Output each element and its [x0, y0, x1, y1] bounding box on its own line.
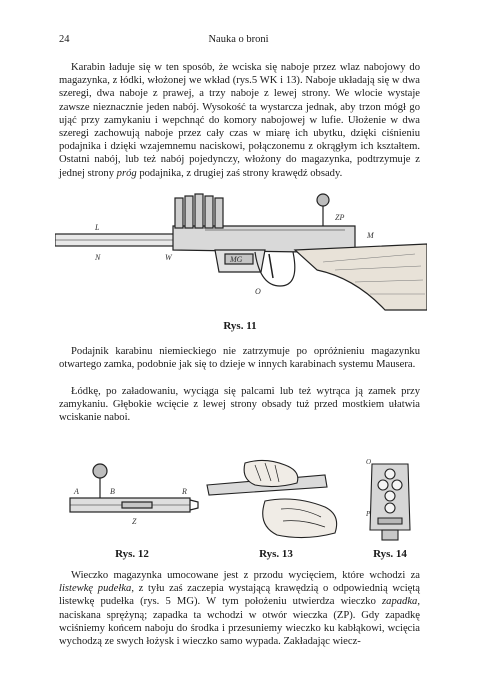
- paragraph-feeder-text: Podajnik karabinu niemieckiego nie zatrzymuje po opróżnieniu magazynku otwartego zamka, podobnie jak się to dzieje w innych karabinach systemu Mausera.: [59, 346, 420, 371]
- fig11-label-m: M: [367, 231, 374, 240]
- page-number: 24: [59, 34, 70, 45]
- fig14-label-p: P: [366, 510, 371, 518]
- bolt-drawing: [62, 462, 202, 540]
- fig12-label-r: R: [182, 487, 187, 496]
- paragraph-magazine-cover-text: Wieczko magazynka umocowane jest z przodu wycięciem, które wchodzi za listewkę pudełka, z tyłu zaś zaczepia wystającą krawędzią o odpowiednią wciętą listewkę pudełka (rys. 5 MG). W tym położeniu utwierdza wieczko zapadka, naciskana sprężyną; zapadka ta wchodzi w otwór wieczka (ZP). Gdy zapadkę wciśniemy końcem naboju do środka i przesuniemy wieczko ku kabłąkowi, wcięcia wychodzą ze swych łożysk i wieczko samo wypada. Zakładając wiecz-: [59, 570, 420, 648]
- figure-rys-13: [205, 455, 345, 543]
- running-head: [59, 34, 418, 48]
- fig12-label-a: A: [74, 487, 79, 496]
- fig11-label-n: N: [95, 253, 101, 262]
- figure-rys-14: [366, 458, 414, 544]
- fig12-label-b: B: [110, 487, 115, 496]
- fig11-label-l: L: [95, 223, 100, 232]
- running-title: Nauka o broni: [208, 34, 269, 45]
- fig11-label-o: O: [255, 287, 261, 296]
- fig11-label-w: W: [165, 253, 172, 262]
- fig12-label-z: Z: [132, 517, 137, 526]
- paragraph-clip: [59, 385, 420, 425]
- caption-rys-13: Rys. 13: [259, 548, 293, 560]
- paragraph-loading: [59, 61, 420, 180]
- paragraph-feeder: [59, 345, 420, 371]
- figure-rys-12: [62, 462, 202, 540]
- paragraph-clip-text: Łódkę, po załadowaniu, wyciąga się palcami lub też wytrąca ją zamek przy zamykaniu. Głębokie wcięcie z lewej strony obsady tuż przed mostkiem ułatwia wciskanie naboi.: [59, 386, 420, 424]
- caption-rys-11: Rys. 11: [223, 320, 257, 332]
- loading-hand-drawing: [205, 455, 345, 543]
- caption-rys-14: Rys. 14: [373, 548, 407, 560]
- figure-rys-11: [55, 190, 427, 312]
- caption-rys-12: Rys. 12: [115, 548, 149, 560]
- magazine-section-drawing: [366, 458, 414, 544]
- paragraph-magazine-cover: [59, 569, 420, 648]
- rifle-action-drawing: [55, 190, 427, 312]
- paragraph-loading-text: Karabin ładuje się w ten sposób, że wciska się naboje przez wlaz nabojowy do magazynka, z łódki, włożonej we wkład (rys.5 WK i 13). Naboje układają się w dwa szeregi, dwa naboje z prawej, a trzy naboje z lewej strony. We wlocie wystaje zawsze nieznacznie jeden nabój. Wysokość ta wystarcza jednak, aby trzon mógł go ująć przy zamykaniu i wepchnąć do komory nabojowej w lufie. Ułożenie w dwa szeregi zachowują naboje przez cały czas w miarę ich ubytku, dzięki ciśnieniu podajnika i dzięki wzajemnemu naciskowi, połączonemu z okrągłym ich kształtem. Ostatni nabój, lub też nabój pojedynczy, włożony do magazynka, podtrzymuje z jednej strony próg podajnika, z drugiej zaś strony krawędź obsady.: [59, 62, 420, 179]
- fig11-label-mg: MG: [230, 255, 243, 264]
- fig14-label-o: O: [366, 458, 372, 466]
- fig11-label-zp: ZP: [335, 213, 345, 222]
